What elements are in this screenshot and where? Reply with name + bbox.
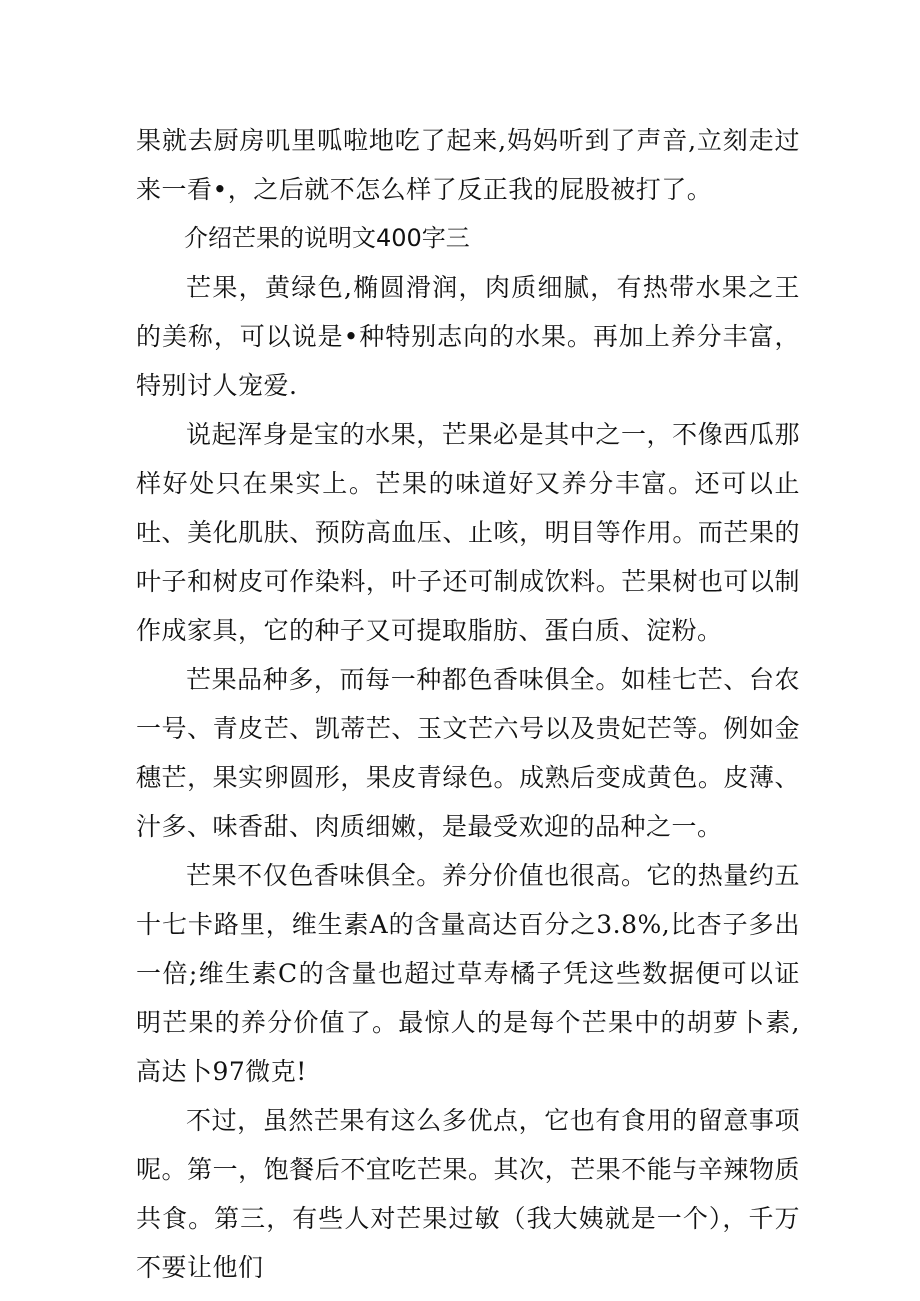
paragraph-continuation: 果就去厨房叽里呱啦地吃了起来,妈妈听到了声音,立刻走过来一看•，之后就不怎么样了反正我的屁股被打了。 bbox=[136, 126, 800, 204]
paragraph-varieties: 芒果品种多，而每一种都色香味俱全。如桂七芒、台农一号、青皮芒、凯蒂芒、玉文芒六号以及贵妃芒等。例如金穗芒，果实卵圆形，果皮青绿色。成熟后变成黄色。皮薄、汁多、味香甜、肉质细嫩，是最受欢迎的品种之一。 bbox=[136, 665, 800, 841]
section-title: 介绍芒果的说明文400字三 bbox=[184, 224, 470, 252]
paragraph-intro: 芒果，黄绿色,椭圆滑润，肉质细腻，有热带水果之王的美称，可以说是•种特别志向的水果。再加上养分丰富，特别讨人宠爱. bbox=[136, 273, 800, 400]
paragraph-uses: 说起浑身是宝的水果，芒果必是其中之一，不像西瓜那样好处只在果实上。芒果的味道好又养分丰富。还可以止吐、美化肌肤、预防高血压、止咳，明目等作用。而芒果的叶子和树皮可作染料，叶子还可制成饮料。芒果树也可以制作成家具，它的种子又可提取脂肪、蛋白质、淀粉。 bbox=[136, 420, 800, 645]
article-body bbox=[136, 116, 800, 1292]
paragraph-precautions: 不过，虽然芒果有这么多优点，它也有食用的留意事项呢。第一，饱餐后不宜吃芒果。其次，芒果不能与辛辣物质共食。第三，有些人对芒果过敏（我大姨就是一个），千万不要让他们 bbox=[136, 1106, 800, 1282]
paragraph-nutrition: 芒果不仅色香味俱全。养分价值也很高。它的热量约五十七卡路里，维生素A的含量高达百分之3.8%,比杏子多出一倍;维生素C的含量也超过草寿橘子凭这些数据便可以证明芒果的养分价值了。最惊人的是每个芒果中的胡萝卜素,高达卜97微克! bbox=[136, 861, 800, 1086]
